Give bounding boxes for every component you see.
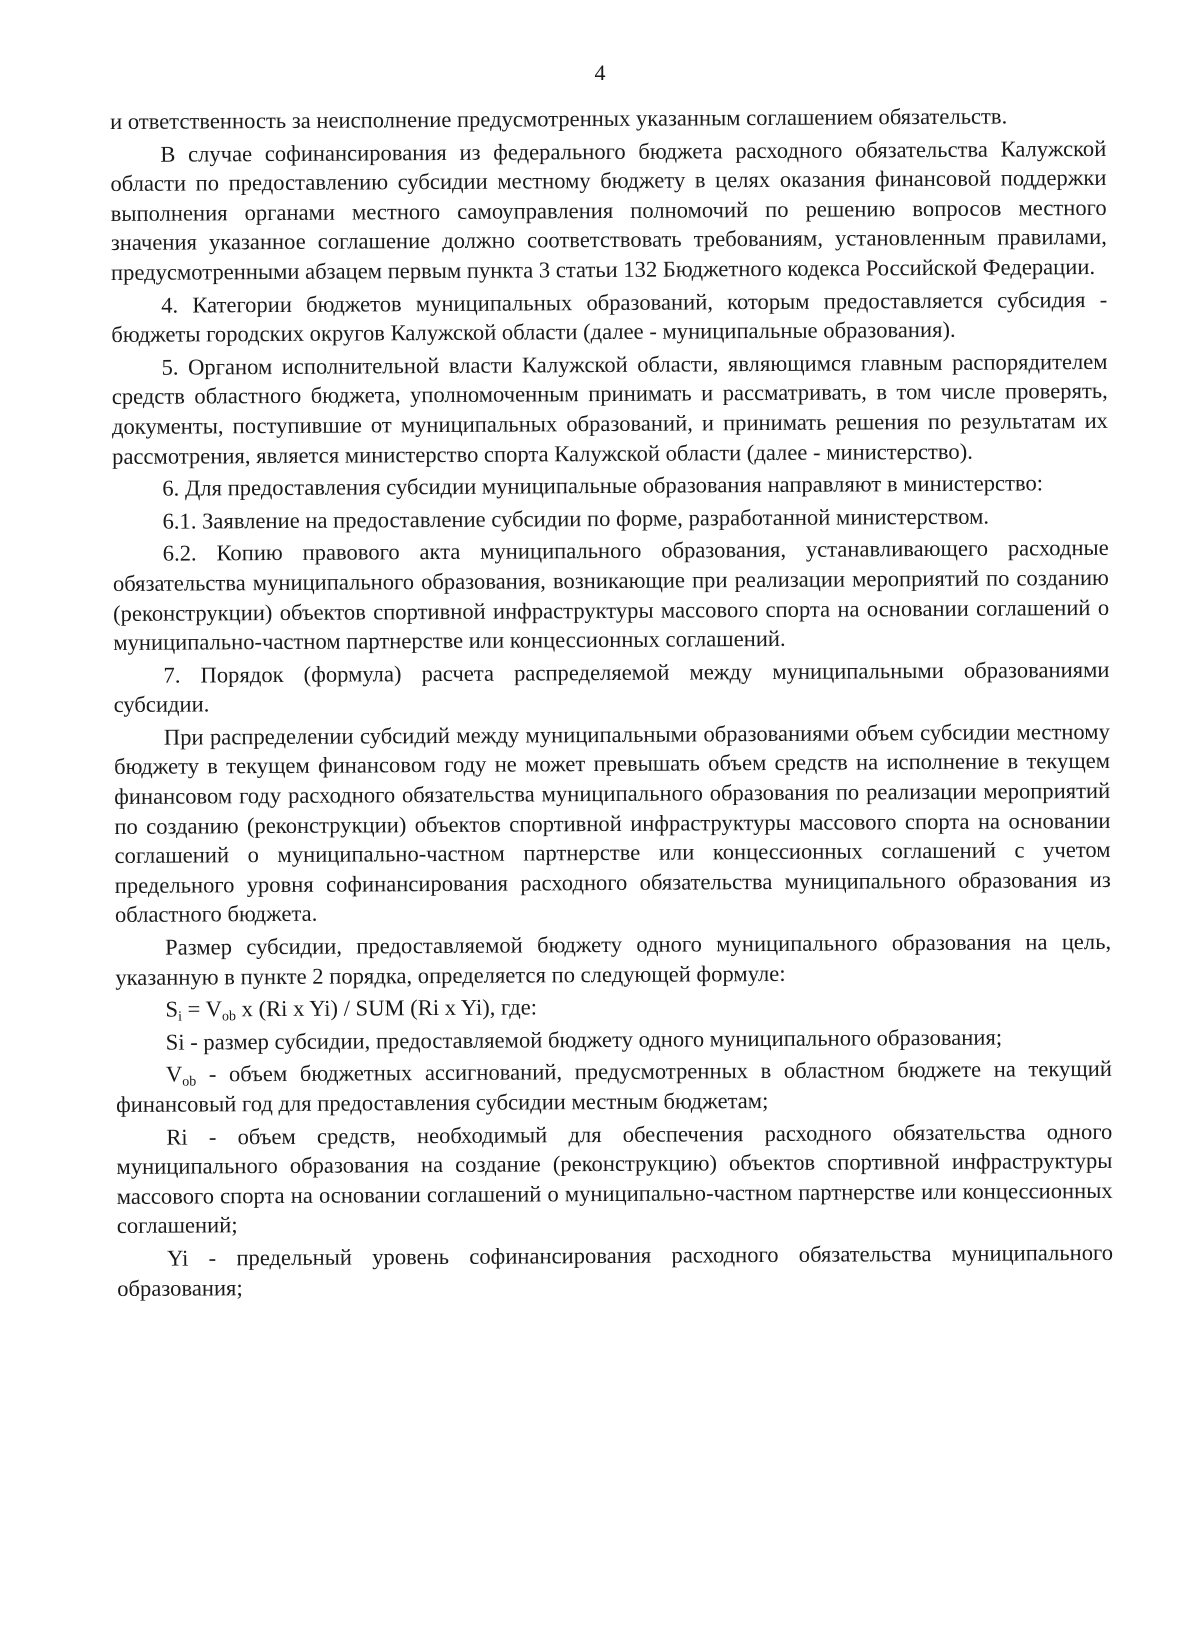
definition [116,1022,1112,1058]
formula [115,989,1111,1025]
formula-v-subscript: ob [221,1009,237,1025]
formula-s-subscript: i [178,1009,183,1025]
definition-text: - предельный уровень софинансирования расходного обязательства муниципального образования; [117,1239,1114,1301]
definition-subscript: ob [182,1074,197,1090]
definition-symbol: V [165,1061,183,1088]
document-body [110,101,1113,1303]
page-number: 4 [594,60,606,85]
definition-symbol: Ri [166,1124,188,1150]
paragraph: 7. Порядок (формула) расчета распределяемой между муниципальными образованиями субсидии. [113,656,1110,718]
paragraph: 4. Категории бюджетов муниципальных образований, которым предоставляется субсидия - бюджеты городских округов Калужской области (далее - муниципальные образования). [111,286,1108,348]
formula-s: S [165,996,179,1022]
definition [116,1054,1112,1119]
formula-eq: = V [181,996,223,1022]
paragraph: 6.2. Копию правового акта муниципального образования, устанавливающего расходные обязательства муниципального образования, возникающие при реализации мероприятий по созданию (реконструкции) объектов спортивной инфраструктуры массового спорта на основании соглашений о муниципально-частном партнерстве или концессионных соглашений. [112,535,1110,656]
paragraph: Размер субсидии, предоставляемой бюджету одного муниципального образования на цель, указанную в пункте 2 порядка, определяется по следующей формуле: [115,928,1112,990]
definition-symbol: Si [165,1029,185,1055]
definition [117,1238,1113,1303]
paragraph: 6.1. Заявление на предоставление субсидии по форме, разработанной министерством. [162,503,990,534]
paragraph: 5. Органом исполнительной власти Калужской области, являющимся главным распорядителем средств областного бюджета, уполномоченным принимать и рассматривать, в том числе проверять, документы, поступившие от муниципальных образований, и принимать решения по результатам их рассмотрения, является министерство спорта Калужской области (далее - министерство). [111,348,1109,469]
paragraph: 6. Для предоставления субсидии муниципальные образования направляют в министерство: [162,470,1044,501]
paragraph: и ответственность за неисполнение предусмотренных указанным соглашением обязательств. [110,103,1008,134]
paragraph: При распределении субсидий между муниципальными образованиями объем субсидии местному бюджету в текущем финансовом году не может превышать объем средств на исполнение в текущем финансовом году расходного обязательства муниципального образования по реализации мероприятий по созданию (реконструкции) объектов спортивной инфраструктуры массового спорта на основании соглашений о муниципально-частном партнерстве или концессионных соглашений с учетом предельного уровня софинансирования расходного обязательства муниципального образования из областного бюджета. [113,718,1111,928]
paragraph: В случае софинансирования из федерального бюджета расходного обязательства Калужской области по предоставлению субсидии местному бюджету в целях оказания финансовой поддержки выполнения органами местного самоуправления полномочий по решению вопросов местного значения указанное соглашение должно соответствовать требованиям, установленным правилами, предусмотренными абзацем первым пункта 3 статьи 132 Бюджетного кодекса Российской Федерации. [110,135,1107,285]
definition-text: - объем средств, необходимый для обеспечения расходного обязательства одного муниципального образования на создание (реконструкцию) объектов спортивной инфраструктуры массового спорта на основании соглашений о муниципально-частном партнерстве или концессионных соглашений; [116,1118,1113,1239]
definition [116,1116,1113,1240]
definition-text: - объем бюджетных ассигнований, предусмотренных в областном бюджете на текущий финансовый год для предоставления субсидии местным бюджетам; [116,1056,1112,1117]
formula-rest: x (Ri x Yi) / SUM (Ri x Yi), где: [235,994,538,1022]
definition-text: - размер субсидии, предоставляемой бюджету одного муниципального образования; [184,1024,1003,1055]
definition-symbol: Yi [166,1245,189,1271]
